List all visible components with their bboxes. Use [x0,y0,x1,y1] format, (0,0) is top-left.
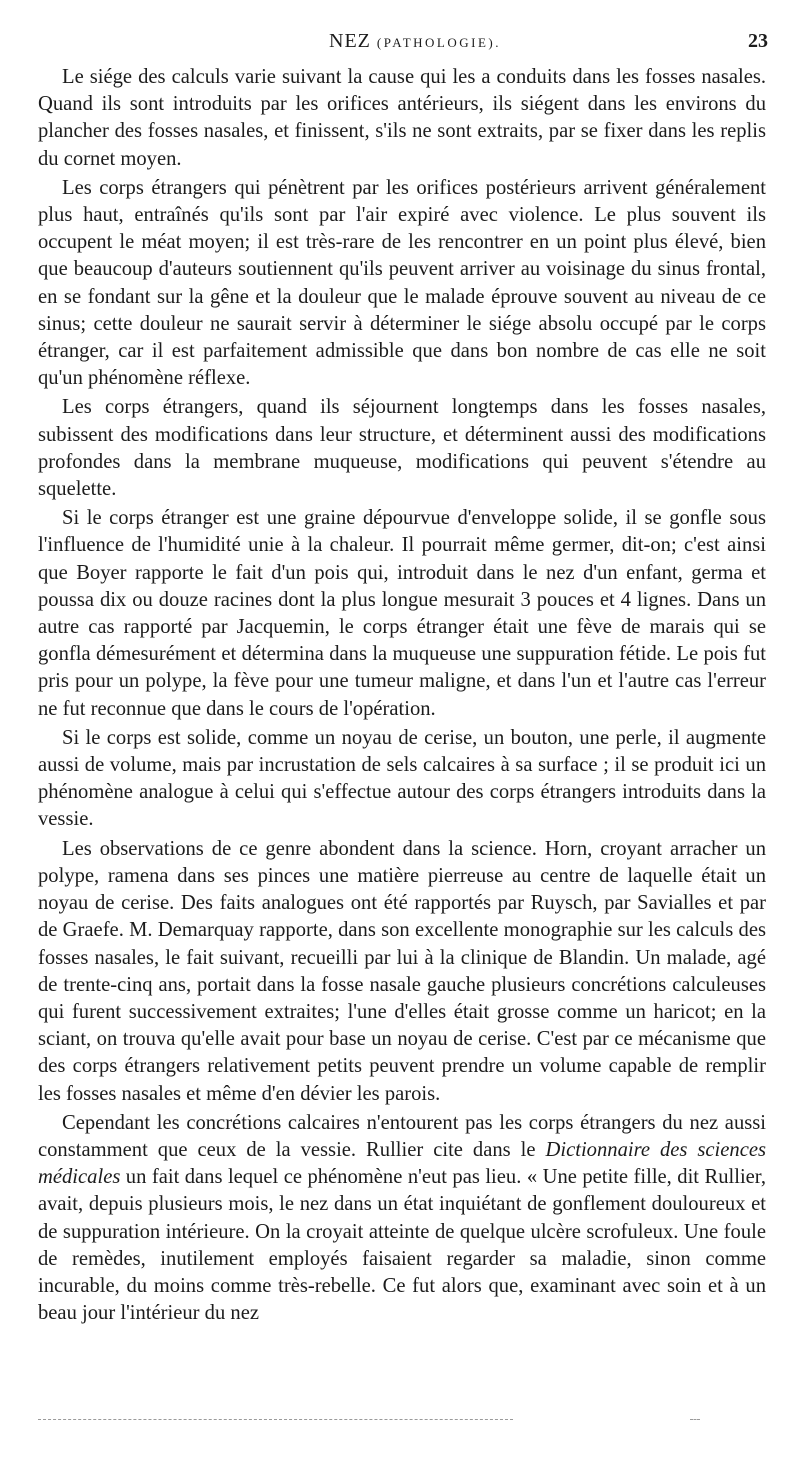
paragraph-7-text-end: un fait dans lequel ce phénomène n'eut pas lieu. « Une petite fille, dit Rullier, avait, depuis plusieurs mois, le nez dans un état inquiétant de gonflement douloureux et de suppuration intérieure. On la croyait atteinte de quelque ulcère scrofuleux. Une foule de remèdes, inutilement employés faisaient regarder sa maladie, sinon comme incurable, du moins comme très-rebelle. Ce fut alors que, examinant avec soin et à un beau jour l'intérieur du nez [38,1166,766,1325]
running-title-section: (PATHOLOGIE). [376,35,501,50]
body-text [38,64,766,1327]
paragraph-1: Le siége des calculs varie suivant la cause qui les a conduits dans les fosses nasales. Quand ils sont introduits par les orifices antérieurs, ils siégent dans les environs du plancher des fosses nasales, et finissent, s'ils ne sont extraits, par se fixer dans les replis du cornet moyen. [38,66,766,170]
paragraph-7-text-start: Cependant les concrétions calcaires n'entourent pas les corps étrangers du nez aussi constamment que ceux de la vessie. Rullier cite dans le [38,1111,766,1161]
running-head [62,30,768,58]
page-number: 23 [748,30,768,52]
bottom-divider-tail [690,1419,700,1420]
bottom-divider [38,1419,513,1420]
running-title-main: NEZ [329,30,371,52]
dictionary-title-italic: Dictionnaire des sciences médicales [38,1138,766,1189]
running-title [62,30,768,53]
paragraph-4: Si le corps étranger est une graine dépourvue d'enveloppe solide, il se gonfle sous l'influence de l'humidité unie à la chaleur. Il pourrait même germer, dit-on; c'est ainsi que Boyer rapporte le fait d'un pois qui, introduit dans le nez d'un enfant, germa et poussa dix ou douze racines dont la plus longue mesurait 3 pouces et 4 lignes. Dans un autre cas rapporté par Jacquemin, le corps étranger était une fève de marais qui se gonfla démesurément et détermina dans la muqueuse une suppuration fétide. Le pois fut pris pour un polype, la fève pour une tumeur maligne, et dans l'un et l'autre cas l'erreur ne fut reconnue que dans le cours de l'opération. [38,507,766,720]
paragraph-6: Les observations de ce genre abondent dans la science. Horn, croyant arracher un polype, ramena dans ses pinces une matière pierreuse au centre de laquelle était un noyau de cerise. Des faits analogues ont été rapportés par Ruysch, par Savialles et par de Graefe. M. Demarquay rapporte, dans son excellente monographie sur les calculs des fosses nasales, le fait suivant, recueilli par lui à la clinique de Blandin. Un malade, agé de trente-cinq ans, portait dans la fosse nasale gauche plusieurs concrétions calculeuses qui furent successivement extraites; l'une d'elles était grosse comme un haricot; en la sciant, on trouva qu'elle avait pour base un noyau de cerise. C'est par ce mécanisme que des corps étrangers relativement petits peuvent prendre un volume capable de remplir les fosses nasales et même d'en dévier les parois. [38,837,766,1105]
paragraph-2: Les corps étrangers qui pénètrent par les orifices postérieurs arrivent généralement plus haut, entraînés qu'ils sont par l'air expiré avec violence. Le plus souvent ils occupent le méat moyen; il est très-rare de les rencontrer en un point plus élevé, bien que beaucoup d'auteurs soutiennent qu'ils peuvent arriver au voisinage du sinus frontal, en se fondant sur la gêne et la douleur que le malade éprouve souvent au niveau de ce sinus; cette douleur ne saurait servir à déterminer le siége absolu occupé par le corps étranger, car il est parfaitement admissible que dans bon nombre de cas elle ne soit qu'un phénomène réflexe. [38,176,766,390]
paragraph-3: Les corps étrangers, quand ils séjournent longtemps dans les fosses nasales, subissent des modifications dans leur structure, et déterminent aussi des modifications profondes dans la membrane muqueuse, modifications qui peuvent s'étendre au squelette. [38,396,766,501]
paragraph-7 [38,1110,766,1328]
paragraph-5: Si le corps est solide, comme un noyau de cerise, un bouton, une perle, il augmente aussi de volume, mais par incrustation de sels calcaires à sa surface ; il se produit ici un phénomène analogue à celui qui s'effectue autour des corps étrangers introduits dans la vessie. [38,726,766,831]
